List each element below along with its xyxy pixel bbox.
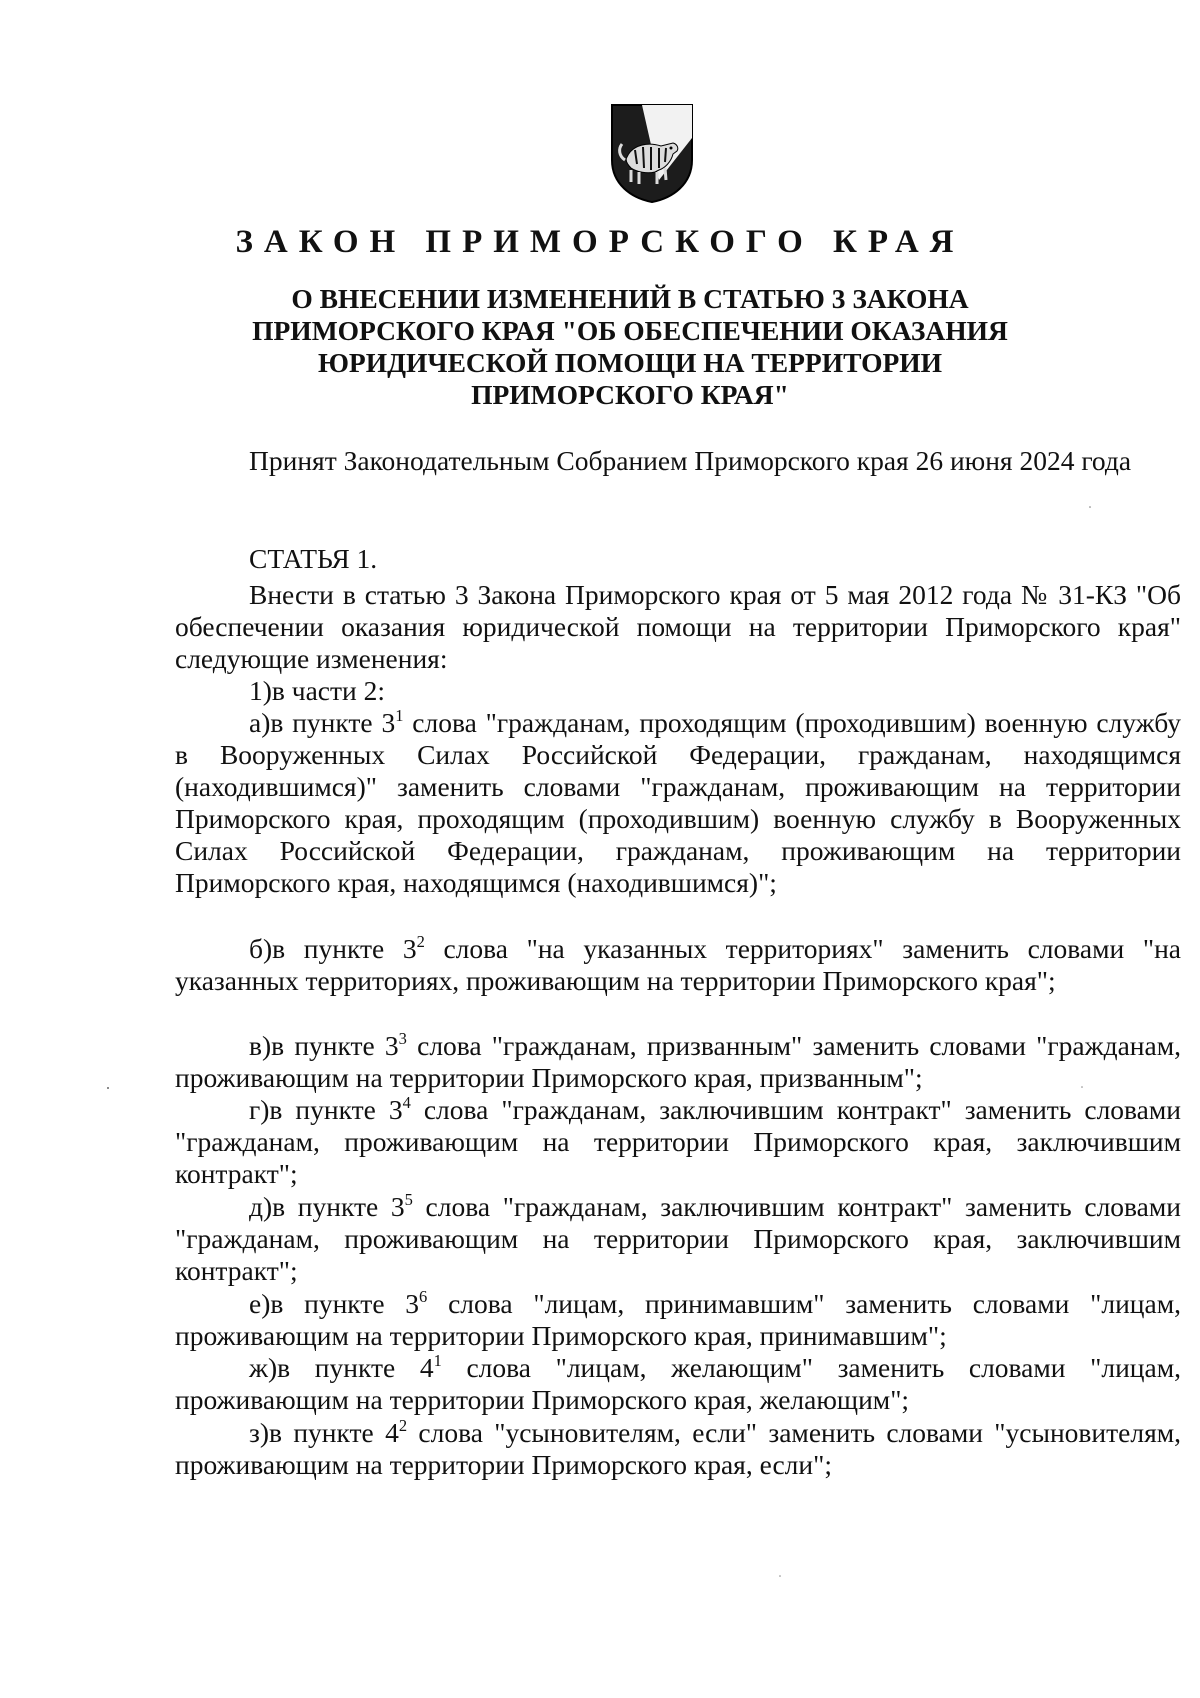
item-text: слова "гражданам, призванным" заменить словами "гражданам, проживающим на территории Приморского края, призванным"; <box>175 1030 1181 1093</box>
item-superscript: 2 <box>398 1415 408 1435</box>
article-intro: Внести в статью 3 Закона Приморского края от 5 мая 2012 года № 31-КЗ "Об обеспечении оказания юридической помощи на территории Приморского края" следующие изменения: <box>175 579 1181 674</box>
part-heading: 1)в части 2: <box>249 675 386 706</box>
item-lead: а)в пункте 3 <box>249 707 396 738</box>
adoption-statement: Принят Законодательным Собранием Приморского края 26 июня 2024 года <box>249 445 1132 476</box>
scan-speck <box>1089 506 1091 508</box>
item-text: слова "на указанных территориях" заменить словами "на указанных территориях, проживающим на территории Приморского края"; <box>175 933 1181 996</box>
item-superscript: 6 <box>419 1286 428 1306</box>
item-superscript: 4 <box>402 1092 411 1112</box>
item-text: слова "лицам, желающим" заменить словами "лицам, проживающим на территории Приморского края, желающим"; <box>175 1352 1181 1415</box>
law-title: ЗАКОН ПРИМОРСКОГО КРАЯ <box>235 224 965 260</box>
item-superscript: 2 <box>416 931 425 951</box>
item-lead: ж)в пункте 4 <box>249 1352 434 1383</box>
subtitle-line: О ВНЕСЕНИИ ИЗМЕНЕНИЙ В СТАТЬЮ 3 ЗАКОНА <box>291 283 969 314</box>
item-text: слова "гражданам, проходящим (проходившим) военную службу в Вооруженных Силах Российской Федерации, гражданам, находящимся (находившимся)" заменить словами "гражданам, проживающим на территории Приморского края, проходящим (проходившим) военную службу в Вооруженных Силах Российской Федерации, гражданам, проживающим на территории Приморского края, находящимся (находившимся)"; <box>175 707 1181 898</box>
item-text: слова "лицам, принимавшим" заменить словами "лицам, проживающим на территории Приморского края, принимавшим"; <box>175 1288 1181 1351</box>
item-superscript: 1 <box>433 1350 442 1370</box>
item-superscript: 5 <box>404 1189 413 1209</box>
item-lead: е)в пункте 3 <box>249 1288 420 1319</box>
item-superscript: 1 <box>395 705 404 725</box>
item-lead: в)в пункте 3 <box>249 1030 399 1061</box>
scan-speck <box>779 1575 781 1577</box>
item-superscript: 3 <box>398 1028 407 1048</box>
item-lead: д)в пункте 3 <box>249 1191 405 1222</box>
item-lead: з)в пункте 4 <box>249 1417 399 1448</box>
scan-speck <box>107 1087 109 1089</box>
scan-speck <box>1081 1086 1083 1088</box>
item-text: слова "усыновителям, если" заменить словами "усыновителям, проживающим на территории Приморского края, если"; <box>175 1417 1181 1480</box>
subtitle-line: ПРИМОРСКОГО КРАЯ "ОБ ОБЕСПЕЧЕНИИ ОКАЗАНИЯ <box>252 315 1008 346</box>
item-text: слова "гражданам, заключившим контракт" заменить словами "гражданам, проживающим на территории Приморского края, заключившим контракт"; <box>175 1191 1181 1286</box>
item-lead: г)в пункте 3 <box>249 1094 403 1125</box>
item-text: слова "гражданам, заключившим контракт" заменить словами "гражданам, проживающим на территории Приморского края, заключившим контракт"; <box>175 1094 1181 1189</box>
subtitle-line: ЮРИДИЧЕСКОЙ ПОМОЩИ НА ТЕРРИТОРИИ <box>317 347 943 378</box>
item-lead: б)в пункте 3 <box>249 933 417 964</box>
subtitle-line: ПРИМОРСКОГО КРАЯ" <box>471 379 789 410</box>
article-heading: СТАТЬЯ 1. <box>249 543 378 574</box>
